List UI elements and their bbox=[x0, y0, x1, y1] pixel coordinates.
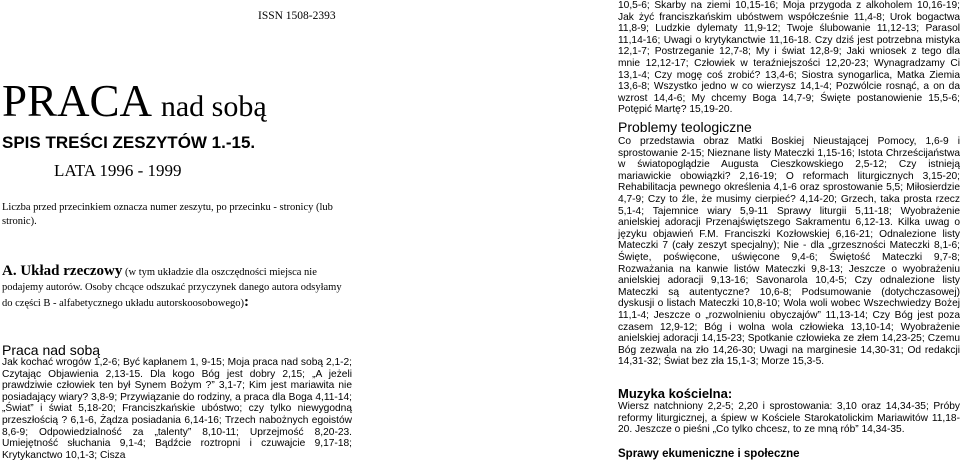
title-main: PRACA bbox=[2, 76, 150, 126]
left-body-text: Jak kochać wrogów 1,2-6; Być kapłanem 1, 9-15; Moja praca nad sobą 2,1-2; Czytając Objawienia 2,13-15. Dla kogo Bóg jest dobry 2,15; „A jeżeli prawdziwie człowiek ten był Synem Bożym ?” 3,1-7; Kim jest mariawita nie posiadający wiary? 3,8-9; Przywiązanie do rodziny, a praca dla Boga 4,11-14; „Świat” i świat 5,18-20; Franciszkańskie ubóstwo; czy tylko niewygodną przeszłością ? 6,1-6, Żądza posiadania 6,14-16; Trzech nabożnych egoistów 8,6-9; Odpowiedzialność za „talenty” 8,10-11; Uprzejmość 8,20-23. Umiejętność słuchania 9,1-4; Bądźcie roztropni i czuwajcie 9,17-18; Krytykanctwo 10,1-3; Cisza bbox=[2, 357, 352, 461]
years-range: LATA 1996 - 1999 bbox=[54, 161, 182, 180]
section-a-note: (w tym układzie dla oszczędności miejsca nie podajemy autorów. Osoby chcące odszukać przyczynek danego autora odsyłamy do części B - alfabetycznego układu autorskoosobowego) bbox=[2, 267, 342, 309]
left-column bbox=[0, 0, 352, 469]
numbering-note: Liczba przed przecinkiem oznacza numer zeszytu, po przecinku - stronicy (lub stronic). bbox=[2, 202, 333, 227]
right-body-paragraph-1: 10,5-6; Skarby na ziemi 10,15-16; Moja przygoda z alkoholem 10,16-19; Jak żyć franciszkańskim ubóstwem współcześnie 11,4-8; Urok bogactwa 11,8-9; Ludzkie dylematy 11,9-12; Twoje ślubowanie 11,12-13; Parasol 11,14-16; Uwagi o krytykanctwie 11,16-18. Czy dziś jest potrzebna mistyka 12,1-7; Postrzeganie 12,7-8; My i świat 12,8-9; Jaki wniosek z tego dla mnie 12,12-17; Człowiek w teraźniejszości 12,20-23; Wynagradzamy Ci 13,1-4; Czy mogę coś zrobić? 13,4-6; Siostra synogarlica, Matka Ziemia 13,6-8; Wszystko jedno w co wierzysz 14,1-4; Pozwólcie rosnąć, a on da wzrost 14,4-6; My chcemy Boga 14,7-9; Święte postanowienie 15,5-6; Potępić Martę? 15,19-20. bbox=[618, 0, 960, 116]
section-a-heading: A. Układ rzeczowy bbox=[2, 263, 123, 279]
issn-number: ISSN 1508-2393 bbox=[258, 10, 336, 22]
subheading-problemy-teologiczne: Problemy teologiczne bbox=[618, 119, 752, 135]
subheading-muzyka-koscielna: Muzyka kościelna: bbox=[618, 386, 733, 401]
right-body-paragraph-3: Wiersz natchniony 2,2-5; 2,20 i sprostowania: 3,10 oraz 14,34-35; Próby reformy liturgicznej, a śpiew w Kościele Starokatolickim Mariawitów 11,18-20. Jeszcze o pieśni „Co tylko chcesz, to ze mną rób” 14,34-35. bbox=[618, 401, 960, 436]
right-column bbox=[618, 0, 960, 469]
right-body-paragraph-2: Co przedstawia obraz Matki Boskiej Nieustającej Pomocy, 1,6-9 i sprostowanie 2-15; Nieznane listy Mateczki 1,15-16; Istota Chrześcijaństwa w światopoglądzie Augusta Cieszkowskiego 2,5-12; Czy istnieją mariawickie obowiązki? 2,16-19; O reformach liturgicznych 3,15-20; Rehabilitacja pewnego określenia 4,1-6 oraz sprostowanie 5,5; Miłosierdzie 4,7-9; Czy to źle, że musimy cierpieć? 4,14-20; Grzech, taka prosta rzecz 5,1-4; Tajemnice wiary 5,9-11 Sprawy liturgii 5,11-18; Wyobrażenie anielskiej adoracji Przenajświętszego Sakramentu 6,12-13. Kilka uwag o języku objawień F.M. Franciszki Kozłowskiej 6,16-21; Odnalezione listy Mateczki 7 (cały zeszyt specjalny); Nie - dla „grzeszności Mateczki 8,1-6; Święte, poświęcone, uświęcone 9,4-6; Świętość Mateczki 9,7-8; Rozważania na kanwie listów Mateczki 9,8-13; Jeszcze o wyobrażeniu anielskiej adoracji 9,13-16; Savonarola 10,4-5; Czy odnalezione listy Mateczki są autentyczne? 10,6-8; Podsumowanie (dotychczasowej) dyskusji o listach Mateczki 10,8-10; Wola woli wobec Wszechwiedzy Bożej 11,1-4; Jeszcze o „rozwolnieniu obyczajów” 11,13-14; Czy Bóg jest poza czasem 12,9-12; Bóg i wolna wola człowieka 13,10-14; Wyobrażenie anielskiej adoracji 14,15-23; Spotkanie człowieka ze złem 14,23-25; Czemu Bóg zezwala na zło 14,26-30; Uwagi na marginesie 14,30-31; Od redakcji 14,31-32; Świat bez zła 15,1-3; Morze 15,3-5. bbox=[618, 136, 960, 368]
page-title bbox=[2, 77, 267, 131]
section-a-intro bbox=[2, 264, 352, 311]
subheading-sprawy-ekumeniczne: Sprawy ekumeniczne i społeczne bbox=[618, 448, 800, 460]
title-rest: nad sobą bbox=[160, 90, 267, 123]
section-a-colon: : bbox=[244, 294, 250, 310]
document-subtitle: SPIS TREŚCI ZESZYTÓW 1.-15. bbox=[2, 133, 256, 152]
subheading-praca-nad-soba: Praca nad sobą bbox=[2, 342, 101, 358]
